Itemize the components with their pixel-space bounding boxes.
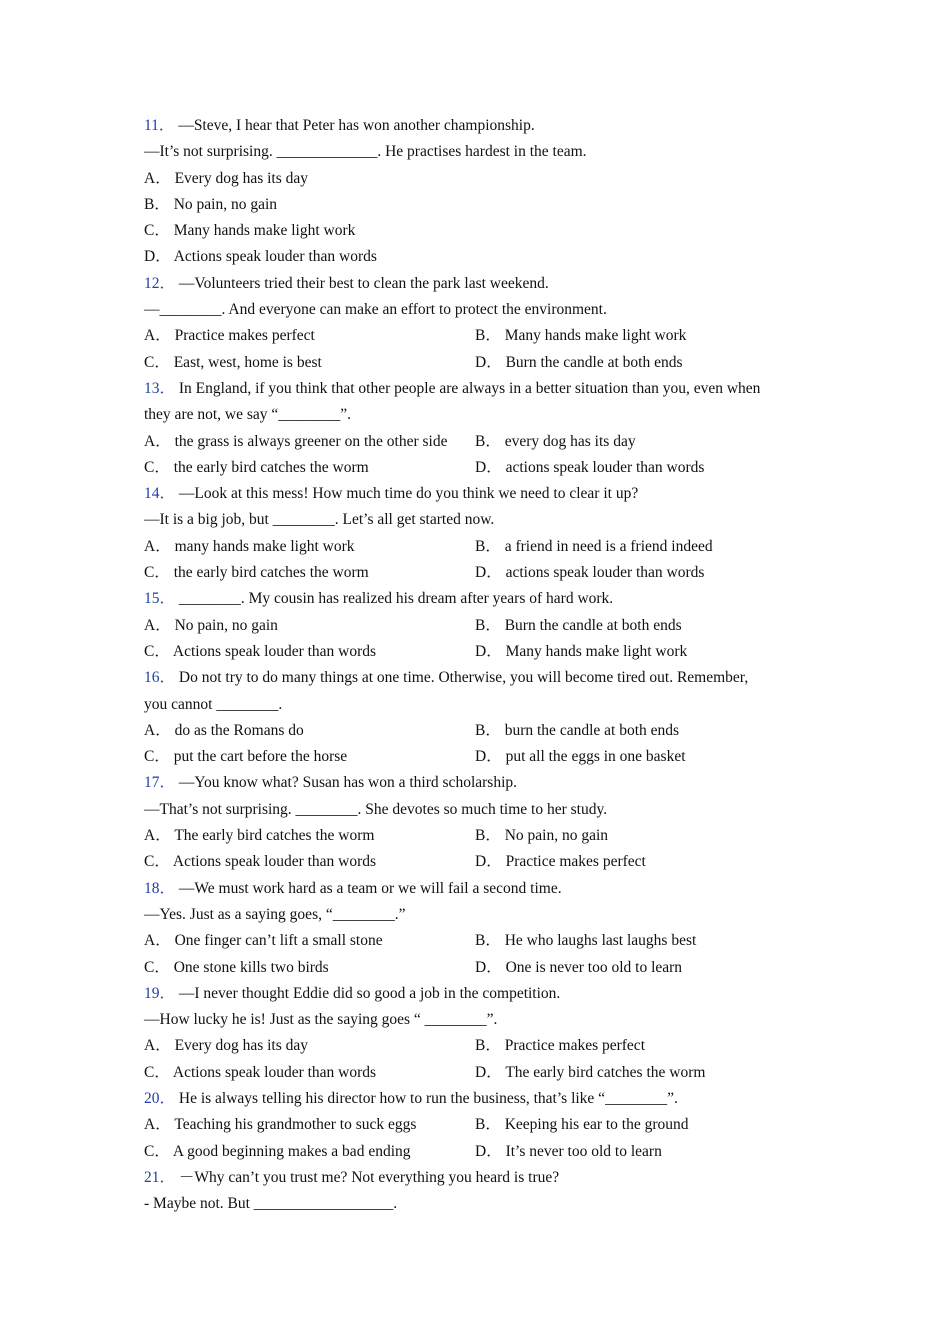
question-20 — [144, 1086, 824, 1165]
option-row — [144, 928, 824, 954]
option-b[interactable] — [144, 196, 277, 213]
option-b[interactable] — [475, 1037, 645, 1054]
question-number: 15． — [144, 590, 176, 608]
option-text: Burn the candle at both ends — [504, 616, 682, 634]
question-text: —Volunteers tried their best to clean the park last weekend. — [178, 274, 549, 292]
option-text: Actions speak louder than words — [172, 853, 377, 871]
option-a[interactable] — [144, 827, 374, 844]
option-b[interactable] — [475, 617, 682, 634]
question-stem-continuation — [144, 297, 824, 323]
option-letter: D． — [475, 353, 502, 371]
question-text: - Maybe not. But __________________. — [144, 1195, 398, 1213]
option-c[interactable] — [144, 1143, 411, 1160]
option-d[interactable] — [475, 1064, 705, 1081]
option-a[interactable] — [144, 433, 447, 450]
question-stem-continuation — [144, 1007, 824, 1033]
option-letter: D． — [475, 458, 502, 476]
option-text: No pain, no gain — [173, 195, 278, 213]
option-text: East, west, home is best — [173, 353, 322, 371]
question-text: —It is a big job, but ________. Let’s all get started now. — [144, 511, 495, 529]
option-row — [144, 613, 824, 639]
option-row — [144, 244, 824, 270]
option-c[interactable] — [144, 459, 369, 476]
option-text: Keeping his ear to the ground — [504, 1116, 689, 1134]
option-letter: A． — [144, 1116, 171, 1134]
option-d[interactable] — [475, 564, 704, 581]
option-row — [144, 166, 824, 192]
option-text: actions speak louder than words — [505, 458, 705, 476]
option-b[interactable] — [475, 327, 686, 344]
option-row — [144, 218, 824, 244]
option-letter: D． — [475, 853, 502, 871]
option-letter: B． — [475, 616, 501, 634]
option-letter: B． — [475, 932, 501, 950]
option-text: A good beginning makes a bad ending — [172, 1142, 411, 1160]
option-letter: A． — [144, 1037, 171, 1055]
question-text: —We must work hard as a team or we will fail a second time. — [178, 879, 562, 897]
option-text: do as the Romans do — [174, 721, 304, 739]
option-text: Every dog has its day — [174, 1037, 309, 1055]
option-b[interactable] — [475, 932, 696, 949]
option-a[interactable] — [144, 932, 383, 949]
option-letter: A． — [144, 827, 171, 845]
option-row — [144, 639, 824, 665]
option-letter: B． — [144, 195, 170, 213]
option-text: No pain, no gain — [504, 827, 609, 845]
question-stem — [144, 981, 824, 1007]
option-row — [144, 849, 824, 875]
question-list — [144, 113, 824, 1217]
option-text: Actions speak louder than words — [173, 248, 377, 266]
option-text: Every dog has its day — [174, 169, 309, 187]
option-text: put the cart before the horse — [173, 748, 348, 766]
question-number: 11． — [144, 117, 175, 134]
option-text: a friend in need is a friend indeed — [504, 537, 713, 555]
option-c[interactable] — [144, 959, 329, 976]
question-stem — [144, 113, 824, 139]
option-letter: B． — [475, 1037, 501, 1055]
question-13 — [144, 376, 824, 481]
option-a[interactable] — [144, 538, 355, 555]
question-18 — [144, 876, 824, 981]
option-text: the early bird catches the worm — [173, 564, 369, 582]
question-text: —Yes. Just as a saying goes, “________.” — [144, 905, 406, 923]
option-letter: C． — [144, 1142, 170, 1160]
option-letter: A． — [144, 616, 171, 634]
question-15 — [144, 586, 824, 665]
option-c[interactable] — [144, 222, 355, 239]
question-text: —Steve, I hear that Peter has won another championship. — [178, 117, 535, 134]
question-stem — [144, 271, 824, 297]
option-text: Practice makes perfect — [505, 853, 646, 871]
option-text: Teaching his grandmother to suck eggs — [174, 1116, 417, 1134]
option-letter: D． — [475, 958, 502, 976]
option-letter: D． — [475, 564, 502, 582]
question-number: 12． — [144, 274, 176, 292]
question-text: —________. And everyone can make an effort to protect the environment. — [144, 301, 607, 319]
question-stem — [144, 1165, 824, 1191]
option-text: One stone kills two birds — [173, 958, 329, 976]
option-text: many hands make light work — [174, 537, 355, 555]
option-letter: C． — [144, 353, 170, 371]
option-d[interactable] — [475, 643, 687, 660]
option-letter: D． — [144, 248, 171, 266]
question-stem-continuation — [144, 507, 824, 533]
option-c[interactable] — [144, 564, 369, 581]
option-text: actions speak louder than words — [505, 564, 705, 582]
option-text: Actions speak louder than words — [172, 1063, 377, 1081]
option-text: One finger can’t lift a small stone — [174, 932, 383, 950]
question-number: 19． — [144, 984, 176, 1002]
question-text: —It’s not surprising. _____________. He practises hardest in the team. — [144, 143, 587, 161]
option-letter: B． — [475, 721, 501, 739]
question-text: Do not try to do many things at one time. Otherwise, you will become tired out. Remember, — [178, 669, 749, 687]
question-number: 14． — [144, 485, 176, 503]
option-d[interactable] — [475, 1143, 662, 1160]
option-row — [144, 718, 824, 744]
option-letter: C． — [144, 958, 170, 976]
option-b[interactable] — [475, 433, 636, 450]
option-row — [144, 1139, 824, 1165]
question-number: 20． — [144, 1089, 176, 1107]
question-number: 21． — [144, 1168, 176, 1186]
question-stem-continuation — [144, 692, 824, 718]
option-c[interactable] — [144, 1064, 376, 1081]
option-letter: C． — [144, 1063, 170, 1081]
question-number: 13． — [144, 379, 176, 397]
option-text: Many hands make light work — [504, 327, 687, 345]
option-row — [144, 429, 824, 455]
question-number: 17． — [144, 774, 176, 792]
option-row — [144, 955, 824, 981]
question-stem — [144, 665, 824, 691]
question-stem-continuation — [144, 402, 824, 428]
question-text: —That’s not surprising. ________. She devotes so much time to her study. — [144, 800, 608, 818]
question-text: He is always telling his director how to run the business, that’s like “________”. — [178, 1089, 678, 1107]
option-text: Practice makes perfect — [174, 327, 315, 345]
option-text: He who laughs last laughs best — [504, 932, 697, 950]
option-a[interactable] — [144, 327, 315, 344]
option-letter: A． — [144, 169, 171, 187]
question-stem-continuation — [144, 139, 824, 165]
option-letter: A． — [144, 932, 171, 950]
option-letter: B． — [475, 327, 501, 345]
option-letter: A． — [144, 537, 171, 555]
option-letter: B． — [475, 827, 501, 845]
option-letter: C． — [144, 853, 170, 871]
option-a[interactable] — [144, 1116, 416, 1133]
question-11 — [144, 113, 824, 271]
option-text: the early bird catches the worm — [173, 458, 369, 476]
question-19 — [144, 981, 824, 1086]
option-text: No pain, no gain — [174, 616, 278, 634]
option-b[interactable] — [475, 1116, 689, 1133]
option-row — [144, 323, 824, 349]
question-stem — [144, 481, 824, 507]
option-a[interactable] — [144, 170, 308, 187]
option-text: every dog has its day — [504, 432, 636, 450]
question-text: they are not, we say “________”. — [144, 406, 352, 424]
option-letter: C． — [144, 748, 170, 766]
question-stem — [144, 770, 824, 796]
option-row — [144, 744, 824, 770]
option-letter: A． — [144, 327, 171, 345]
option-text: Actions speak louder than words — [172, 642, 377, 660]
option-letter: C． — [144, 564, 170, 582]
option-letter: D． — [475, 748, 502, 766]
option-text: Burn the candle at both ends — [505, 353, 683, 371]
option-c[interactable] — [144, 853, 376, 870]
option-d[interactable] — [475, 354, 683, 371]
question-text: －Why can’t you trust me? Not everything you heard is true? — [178, 1168, 560, 1186]
question-text: —Look at this mess! How much time do you think we need to clear it up? — [178, 485, 639, 503]
option-b[interactable] — [475, 722, 679, 739]
option-text: The early bird catches the worm — [174, 827, 375, 845]
option-c[interactable] — [144, 643, 376, 660]
option-row — [144, 192, 824, 218]
option-d[interactable] — [475, 748, 686, 765]
option-letter: A． — [144, 721, 171, 739]
option-letter: C． — [144, 458, 170, 476]
option-letter: C． — [144, 642, 170, 660]
option-row — [144, 823, 824, 849]
option-d[interactable] — [475, 459, 704, 476]
option-b[interactable] — [475, 538, 713, 555]
option-text: One is never too old to learn — [505, 958, 683, 976]
option-row — [144, 455, 824, 481]
option-a[interactable] — [144, 617, 278, 634]
option-letter: D． — [475, 642, 502, 660]
option-text: The early bird catches the worm — [505, 1063, 706, 1081]
option-text: the grass is always greener on the other side — [174, 432, 448, 450]
option-text: Practice makes perfect — [504, 1037, 645, 1055]
question-14 — [144, 481, 824, 586]
question-number: 16． — [144, 669, 176, 687]
question-text: In England, if you think that other people are always in a better situation than you, even when — [178, 379, 761, 397]
option-b[interactable] — [475, 827, 608, 844]
option-row — [144, 560, 824, 586]
option-a[interactable] — [144, 1037, 308, 1054]
question-stem-continuation — [144, 1191, 824, 1217]
option-d[interactable] — [144, 248, 377, 265]
option-text: It’s never too old to learn — [505, 1142, 662, 1160]
question-21 — [144, 1165, 824, 1218]
question-17 — [144, 770, 824, 875]
option-c[interactable] — [144, 354, 322, 371]
option-text: burn the candle at both ends — [504, 721, 680, 739]
option-text: put all the eggs in one basket — [505, 748, 686, 766]
question-stem — [144, 1086, 824, 1112]
question-stem-continuation — [144, 797, 824, 823]
question-text: you cannot ________. — [144, 695, 283, 713]
option-c[interactable] — [144, 748, 347, 765]
option-d[interactable] — [475, 853, 646, 870]
option-text: Many hands make light work — [173, 222, 356, 240]
question-number: 18． — [144, 879, 176, 897]
option-row — [144, 1112, 824, 1138]
option-letter: A． — [144, 432, 171, 450]
option-letter: D． — [475, 1142, 502, 1160]
question-text: —I never thought Eddie did so good a job in the competition. — [178, 984, 561, 1002]
option-d[interactable] — [475, 959, 682, 976]
option-a[interactable] — [144, 722, 304, 739]
option-text: Many hands make light work — [505, 642, 688, 660]
question-stem — [144, 586, 824, 612]
option-row — [144, 350, 824, 376]
question-stem — [144, 376, 824, 402]
question-text: ________. My cousin has realized his dream after years of hard work. — [178, 590, 614, 608]
question-stem-continuation — [144, 902, 824, 928]
question-text: —You know what? Susan has won a third scholarship. — [178, 774, 517, 792]
question-text: —How lucky he is! Just as the saying goes “ ________”. — [144, 1011, 498, 1029]
option-letter: B． — [475, 537, 501, 555]
option-row — [144, 1033, 824, 1059]
option-row — [144, 1060, 824, 1086]
option-letter: C． — [144, 222, 170, 240]
question-stem — [144, 876, 824, 902]
option-letter: B． — [475, 432, 501, 450]
question-12 — [144, 271, 824, 376]
option-letter: D． — [475, 1063, 502, 1081]
option-letter: B． — [475, 1116, 501, 1134]
question-16 — [144, 665, 824, 770]
option-row — [144, 534, 824, 560]
